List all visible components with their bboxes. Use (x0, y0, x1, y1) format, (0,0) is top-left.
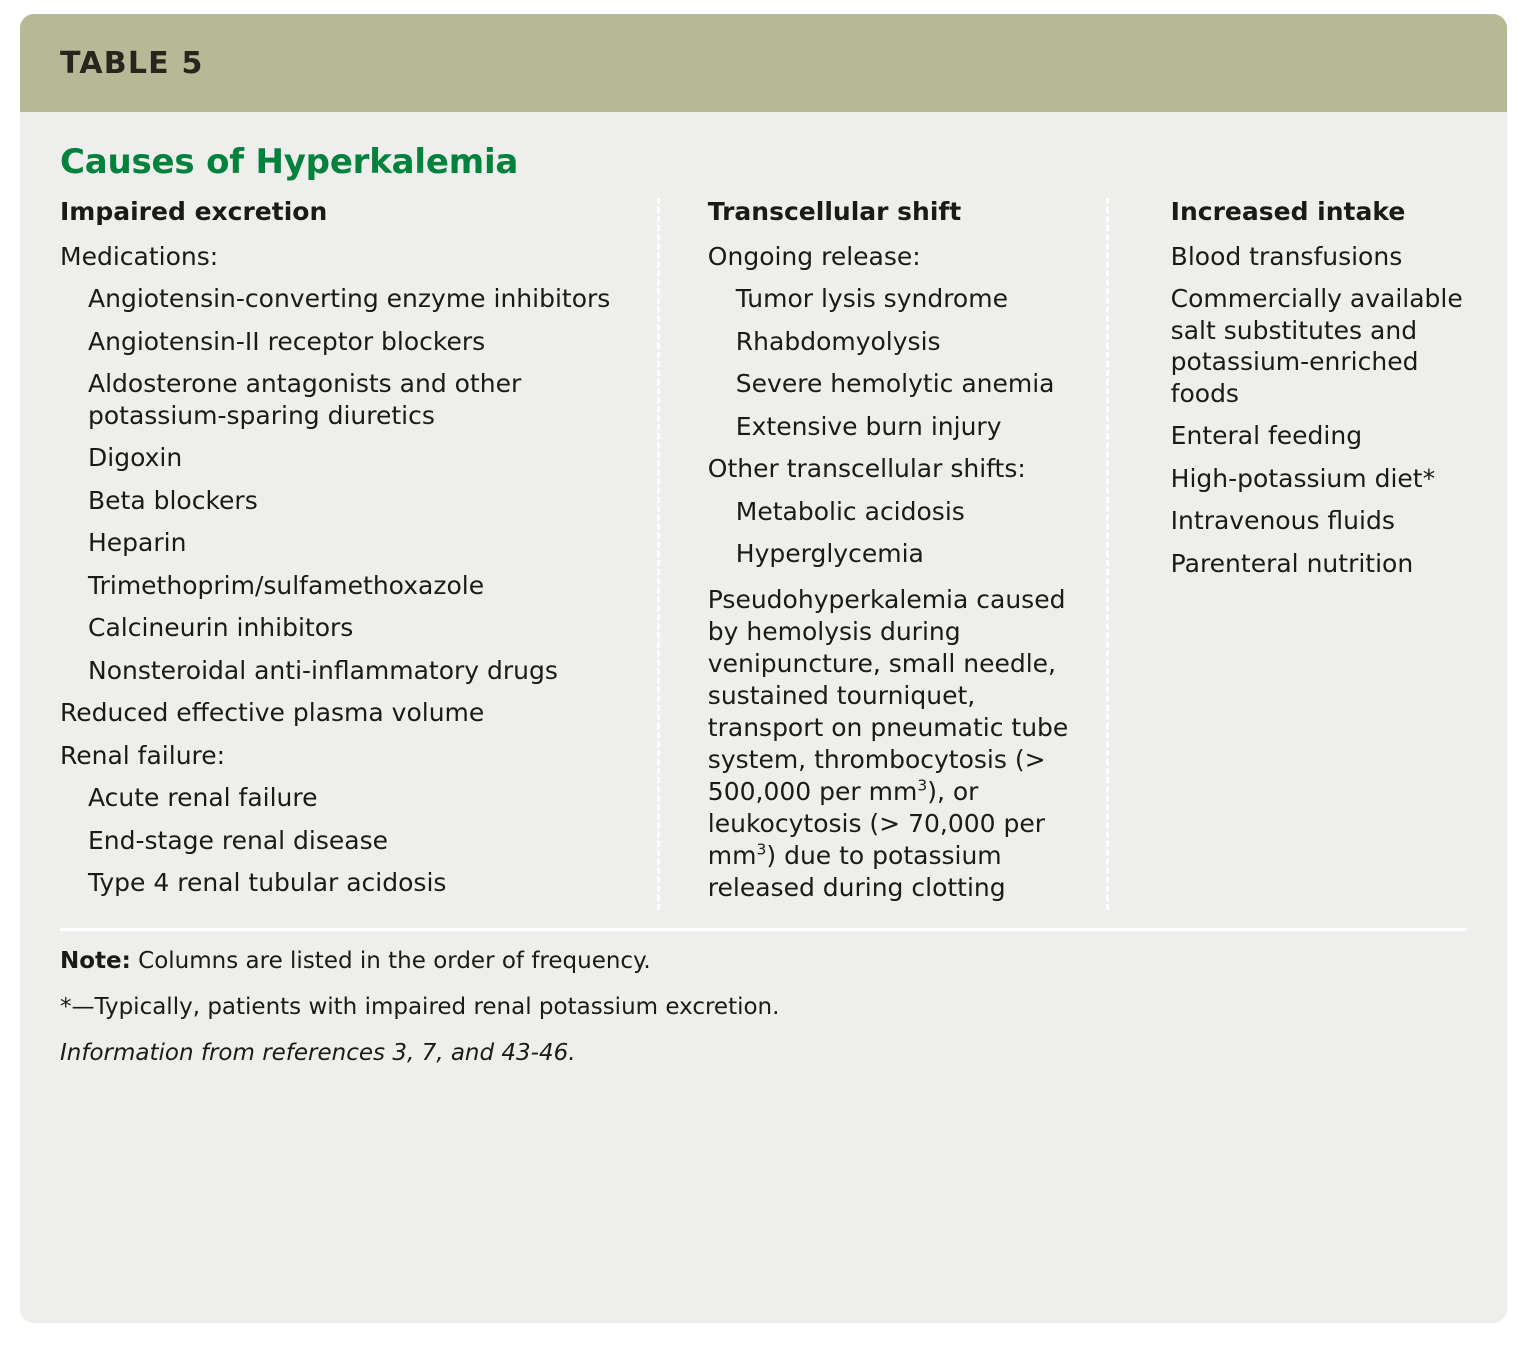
paragraph-part: ) due to potassium released during clotting (707, 840, 1006, 902)
table-columns (60, 198, 1467, 910)
list-item: Ongoing release: (707, 241, 921, 271)
list-item: Rhabdomyolysis (735, 326, 941, 356)
list-item: Type 4 renal tubular acidosis (88, 868, 447, 898)
list-item: Renal failure: (60, 740, 226, 770)
table-notes (20, 928, 1507, 1069)
list-item: Blood transfusions (1170, 241, 1403, 271)
paragraph-part: ), or leukocytosis (> 70,000 per mm (707, 776, 1046, 870)
list-item: High-potassium diet* (1170, 463, 1436, 493)
table-number-label: TABLE 5 (60, 45, 204, 81)
column-transcellular-shift (660, 198, 1106, 910)
list-item: Angiotensin-II receptor blockers (88, 326, 486, 356)
column-increased-intake (1109, 198, 1467, 910)
list-item: Metabolic acidosis (735, 496, 965, 526)
list-item: Acute renal failure (88, 783, 318, 813)
list-item: Other transcellular shifts: (707, 454, 1026, 484)
list-item: Tumor lysis syndrome (735, 284, 1008, 314)
list-item: Nonsteroidal anti-inflammatory drugs (88, 655, 558, 685)
pseudohyperkalemia-paragraph (708, 584, 1086, 904)
list-item: Heparin (88, 528, 187, 558)
column-heading: Increased intake (1170, 197, 1406, 226)
table-body (20, 112, 1507, 910)
paragraph-superscript: 3 (917, 776, 928, 795)
paragraph-part: Pseudohyperkalemia caused by hemolysis during venipuncture, small needle, sustained tourniquet, transport on pneumatic tube system, thrombocytosis (> 500,000 per mm (707, 584, 1069, 806)
list-item: Reduced effective plasma volume (60, 698, 485, 728)
table-title: Causes of Hyperkalemia (60, 142, 519, 182)
column-heading: Impaired excretion (60, 197, 328, 226)
list-item: Intravenous fluids (1170, 506, 1395, 536)
list-item: Beta blockers (88, 485, 258, 515)
list-item: Enteral feeding (1170, 421, 1363, 451)
paragraph-superscript: 3 (756, 840, 767, 859)
list-item: Digoxin (88, 443, 183, 473)
list-item: Extensive burn injury (735, 411, 1002, 441)
footnote-asterisk: *—Typically, patients with impaired renal potassium excretion. (60, 993, 780, 1020)
list-item: Parenteral nutrition (1170, 548, 1414, 578)
note-text: Columns are listed in the order of frequency. (130, 947, 651, 974)
table-card (20, 14, 1507, 1323)
list-item: Trimethoprim/sulfamethoxazole (88, 570, 485, 600)
note-label: Note: (60, 947, 131, 974)
bottom-spacer (20, 1084, 1507, 1092)
list-item: Medications: (60, 241, 219, 271)
list-item: Severe hemolytic anemia (735, 369, 1055, 399)
list-item: End-stage renal disease (88, 825, 388, 855)
list-item: Calcineurin inhibitors (88, 613, 354, 643)
list-item: Angiotensin-converting enzyme inhibitors (88, 284, 611, 314)
table-header-bar (20, 14, 1507, 112)
note-frequency (60, 947, 1467, 977)
column-impaired-excretion (60, 198, 657, 910)
column-heading: Transcellular shift (707, 197, 962, 226)
source-reference: Information from references 3, 7, and 43-46. (60, 1039, 576, 1066)
list-item: Aldosterone antagonists and other potassium-sparing diuretics (88, 369, 522, 430)
list-item: Hyperglycemia (735, 539, 924, 569)
list-item: Commercially available salt substitutes and potassium-enriched foods (1170, 284, 1463, 408)
notes-divider (60, 928, 1467, 931)
